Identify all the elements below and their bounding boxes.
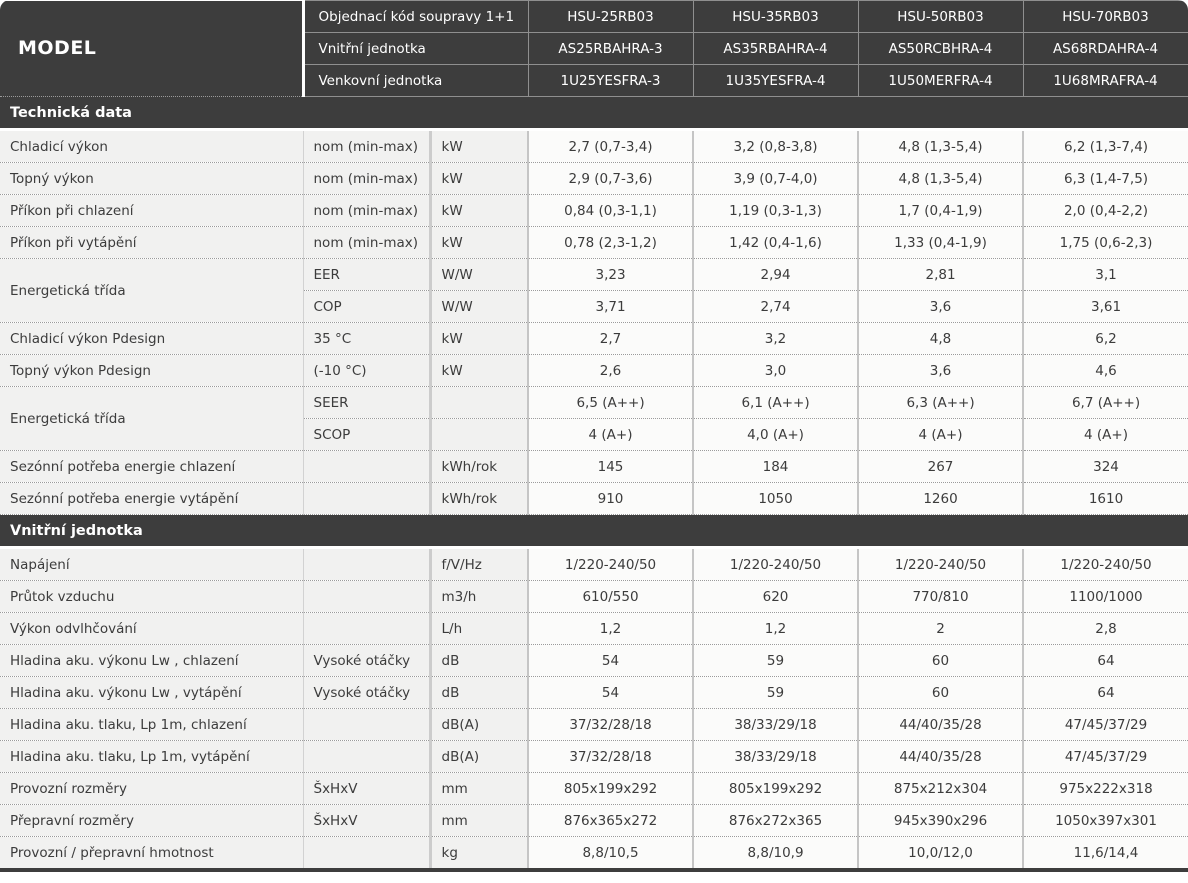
- value-cell: 1/220-240/50: [528, 548, 693, 581]
- value-cell: 60: [858, 677, 1023, 709]
- table-row: [0, 227, 1188, 259]
- value-cell: 3,61: [1023, 291, 1188, 323]
- value-cell: 4,8 (1,3-5,4): [858, 130, 1023, 163]
- value-cell: 37/32/28/18: [528, 709, 693, 741]
- value-cell: 3,1: [1023, 259, 1188, 291]
- row-sub-cell: nom (min-max): [303, 195, 430, 227]
- value-cell: 54: [528, 677, 693, 709]
- value-cell: 0,84 (0,3-1,1): [528, 195, 693, 227]
- row-unit-cell: kW: [430, 163, 528, 195]
- row-unit-cell: mm: [430, 805, 528, 837]
- row-label-cell: Provozní rozměry: [0, 773, 303, 805]
- value-cell: 1050x397x301: [1023, 805, 1188, 837]
- table-row: [0, 677, 1188, 709]
- value-cell: 1,7 (0,4-1,9): [858, 195, 1023, 227]
- row-unit-cell: dB(A): [430, 741, 528, 773]
- value-cell: 3,23: [528, 259, 693, 291]
- row-sub-cell: ŠxHxV: [303, 805, 430, 837]
- value-cell: 1100/1000: [1023, 581, 1188, 613]
- table-row: [0, 773, 1188, 805]
- value-cell: 38/33/29/18: [693, 741, 858, 773]
- value-cell: 2,7: [528, 323, 693, 355]
- row-sub-cell: (-10 °C): [303, 355, 430, 387]
- row-sub-cell: nom (min-max): [303, 130, 430, 163]
- value-cell: 37/32/28/18: [528, 741, 693, 773]
- value-cell: 2,0 (0,4-2,2): [1023, 195, 1188, 227]
- value-cell: 876x365x272: [528, 805, 693, 837]
- value-cell: 2,8: [1023, 613, 1188, 645]
- row-sub-cell: [303, 741, 430, 773]
- row-unit-cell: dB: [430, 645, 528, 677]
- value-cell: 2: [858, 613, 1023, 645]
- value-cell: 60: [858, 645, 1023, 677]
- model-code: HSU-35RB03: [693, 1, 858, 33]
- value-cell: 64: [1023, 645, 1188, 677]
- value-cell: 184: [693, 451, 858, 483]
- table-row: [0, 613, 1188, 645]
- value-cell: 2,94: [693, 259, 858, 291]
- outdoor-unit-code: 1U35YESFRA-4: [693, 65, 858, 97]
- table-row: [0, 483, 1188, 515]
- value-cell: 6,3 (1,4-7,5): [1023, 163, 1188, 195]
- value-cell: 975x222x318: [1023, 773, 1188, 805]
- table-row: [0, 805, 1188, 837]
- row-unit-cell: kg: [430, 837, 528, 871]
- section-title: Technická data: [0, 97, 1188, 130]
- table-header: [0, 1, 1188, 97]
- row-sub-cell: nom (min-max): [303, 163, 430, 195]
- value-cell: 770/810: [858, 581, 1023, 613]
- row-sub-cell: SCOP: [303, 419, 430, 451]
- table-row: [0, 259, 1188, 291]
- value-cell: 47/45/37/29: [1023, 709, 1188, 741]
- row-label-cell: Hladina aku. výkonu Lw , chlazení: [0, 645, 303, 677]
- value-cell: 6,3 (A++): [858, 387, 1023, 419]
- indoor-unit-code: AS35RBAHRA-4: [693, 33, 858, 65]
- value-cell: 2,9 (0,7-3,6): [528, 163, 693, 195]
- value-cell: 4,8 (1,3-5,4): [858, 163, 1023, 195]
- table-body: [0, 97, 1188, 871]
- outdoor-unit-code: 1U25YESFRA-3: [528, 65, 693, 97]
- row-label-cell: Hladina aku. výkonu Lw , vytápění: [0, 677, 303, 709]
- value-cell: 6,2 (1,3-7,4): [1023, 130, 1188, 163]
- value-cell: 4 (A+): [528, 419, 693, 451]
- value-cell: 1/220-240/50: [858, 548, 1023, 581]
- value-cell: 44/40/35/28: [858, 709, 1023, 741]
- row-unit-cell: kWh/rok: [430, 483, 528, 515]
- value-cell: 2,6: [528, 355, 693, 387]
- indoor-unit-code: AS68RDAHRA-4: [1023, 33, 1188, 65]
- value-cell: 620: [693, 581, 858, 613]
- value-cell: 324: [1023, 451, 1188, 483]
- value-cell: 8,8/10,9: [693, 837, 858, 871]
- row-label-cell: Energetická třída: [0, 259, 303, 323]
- model-code: HSU-70RB03: [1023, 1, 1188, 33]
- table-row: [0, 355, 1188, 387]
- value-cell: 3,71: [528, 291, 693, 323]
- value-cell: 10,0/12,0: [858, 837, 1023, 871]
- value-cell: 1/220-240/50: [693, 548, 858, 581]
- value-cell: 3,2: [693, 323, 858, 355]
- row-label-cell: Topný výkon Pdesign: [0, 355, 303, 387]
- value-cell: 876x272x365: [693, 805, 858, 837]
- row-sub-cell: nom (min-max): [303, 227, 430, 259]
- section-title: Vnitřní jednotka: [0, 515, 1188, 548]
- row-unit-cell: W/W: [430, 259, 528, 291]
- value-cell: 267: [858, 451, 1023, 483]
- table-row: [0, 387, 1188, 419]
- row-label-cell: Průtok vzduchu: [0, 581, 303, 613]
- row-label-cell: Sezónní potřeba energie vytápění: [0, 483, 303, 515]
- row-unit-cell: [430, 419, 528, 451]
- row-unit-cell: m3/h: [430, 581, 528, 613]
- header-row: [0, 1, 1188, 33]
- row-sub-cell: SEER: [303, 387, 430, 419]
- header-row-label: Objednací kód soupravy 1+1: [303, 1, 528, 33]
- value-cell: 6,2: [1023, 323, 1188, 355]
- table-row: [0, 195, 1188, 227]
- row-label-cell: Přepravní rozměry: [0, 805, 303, 837]
- value-cell: 4,0 (A+): [693, 419, 858, 451]
- row-sub-cell: EER: [303, 259, 430, 291]
- row-sub-cell: Vysoké otáčky: [303, 677, 430, 709]
- value-cell: 910: [528, 483, 693, 515]
- outdoor-unit-code: 1U50MERFRA-4: [858, 65, 1023, 97]
- value-cell: 1610: [1023, 483, 1188, 515]
- model-title: MODEL: [0, 1, 303, 97]
- row-unit-cell: dB(A): [430, 709, 528, 741]
- row-label-cell: Hladina aku. tlaku, Lp 1m, vytápění: [0, 741, 303, 773]
- outdoor-unit-code: 1U68MRAFRA-4: [1023, 65, 1188, 97]
- value-cell: 4 (A+): [858, 419, 1023, 451]
- row-unit-cell: dB: [430, 677, 528, 709]
- value-cell: 44/40/35/28: [858, 741, 1023, 773]
- value-cell: 1,33 (0,4-1,9): [858, 227, 1023, 259]
- value-cell: 54: [528, 645, 693, 677]
- table-row: [0, 645, 1188, 677]
- row-sub-cell: COP: [303, 291, 430, 323]
- row-unit-cell: mm: [430, 773, 528, 805]
- table-row: [0, 741, 1188, 773]
- value-cell: 0,78 (2,3-1,2): [528, 227, 693, 259]
- value-cell: 38/33/29/18: [693, 709, 858, 741]
- value-cell: 2,74: [693, 291, 858, 323]
- row-label-cell: Sezónní potřeba energie chlazení: [0, 451, 303, 483]
- value-cell: 59: [693, 677, 858, 709]
- value-cell: 1260: [858, 483, 1023, 515]
- row-label-cell: Energetická třída: [0, 387, 303, 451]
- row-sub-cell: [303, 613, 430, 645]
- row-sub-cell: [303, 581, 430, 613]
- value-cell: 1,19 (0,3-1,3): [693, 195, 858, 227]
- value-cell: 1/220-240/50: [1023, 548, 1188, 581]
- row-sub-cell: [303, 837, 430, 871]
- header-row-label: Venkovní jednotka: [303, 65, 528, 97]
- value-cell: 6,7 (A++): [1023, 387, 1188, 419]
- row-label-cell: Hladina aku. tlaku, Lp 1m, chlazení: [0, 709, 303, 741]
- value-cell: 8,8/10,5: [528, 837, 693, 871]
- row-sub-cell: [303, 483, 430, 515]
- row-unit-cell: W/W: [430, 291, 528, 323]
- value-cell: 4,6: [1023, 355, 1188, 387]
- row-label-cell: Výkon odvlhčování: [0, 613, 303, 645]
- value-cell: 11,6/14,4: [1023, 837, 1188, 871]
- value-cell: 2,81: [858, 259, 1023, 291]
- table-row: [0, 581, 1188, 613]
- indoor-unit-code: AS25RBAHRA-3: [528, 33, 693, 65]
- model-code: HSU-25RB03: [528, 1, 693, 33]
- model-code: HSU-50RB03: [858, 1, 1023, 33]
- value-cell: 4,8: [858, 323, 1023, 355]
- indoor-unit-code: AS50RCBHRA-4: [858, 33, 1023, 65]
- row-unit-cell: kWh/rok: [430, 451, 528, 483]
- value-cell: 805x199x292: [693, 773, 858, 805]
- value-cell: 1,2: [528, 613, 693, 645]
- table-row: [0, 130, 1188, 163]
- value-cell: 6,1 (A++): [693, 387, 858, 419]
- row-unit-cell: kW: [430, 227, 528, 259]
- row-sub-cell: 35 °C: [303, 323, 430, 355]
- row-label-cell: Příkon při vytápění: [0, 227, 303, 259]
- row-label-cell: Příkon při chlazení: [0, 195, 303, 227]
- value-cell: 47/45/37/29: [1023, 741, 1188, 773]
- value-cell: 3,6: [858, 291, 1023, 323]
- row-label-cell: Topný výkon: [0, 163, 303, 195]
- value-cell: 1,42 (0,4-1,6): [693, 227, 858, 259]
- row-unit-cell: [430, 387, 528, 419]
- table-row: [0, 451, 1188, 483]
- value-cell: 59: [693, 645, 858, 677]
- row-sub-cell: ŠxHxV: [303, 773, 430, 805]
- table-row: [0, 548, 1188, 581]
- section-bar-row: [0, 97, 1188, 130]
- table-row: [0, 323, 1188, 355]
- value-cell: 6,5 (A++): [528, 387, 693, 419]
- value-cell: 3,0: [693, 355, 858, 387]
- row-sub-cell: [303, 451, 430, 483]
- value-cell: 3,9 (0,7-4,0): [693, 163, 858, 195]
- row-sub-cell: Vysoké otáčky: [303, 645, 430, 677]
- row-label-cell: Chladicí výkon: [0, 130, 303, 163]
- row-unit-cell: kW: [430, 195, 528, 227]
- value-cell: 64: [1023, 677, 1188, 709]
- table-row: [0, 163, 1188, 195]
- row-unit-cell: L/h: [430, 613, 528, 645]
- value-cell: 2,7 (0,7-3,4): [528, 130, 693, 163]
- value-cell: 4 (A+): [1023, 419, 1188, 451]
- value-cell: 1,2: [693, 613, 858, 645]
- table-row: [0, 709, 1188, 741]
- table-row: [0, 837, 1188, 871]
- row-unit-cell: kW: [430, 130, 528, 163]
- row-unit-cell: f/V/Hz: [430, 548, 528, 581]
- row-sub-cell: [303, 548, 430, 581]
- row-sub-cell: [303, 709, 430, 741]
- section-bar-row: [0, 515, 1188, 548]
- value-cell: 1,75 (0,6-2,3): [1023, 227, 1188, 259]
- row-unit-cell: kW: [430, 355, 528, 387]
- value-cell: 875x212x304: [858, 773, 1023, 805]
- value-cell: 945x390x296: [858, 805, 1023, 837]
- row-label-cell: Provozní / přepravní hmotnost: [0, 837, 303, 871]
- row-unit-cell: kW: [430, 323, 528, 355]
- value-cell: 3,6: [858, 355, 1023, 387]
- header-row-label: Vnitřní jednotka: [303, 33, 528, 65]
- row-label-cell: Chladicí výkon Pdesign: [0, 323, 303, 355]
- value-cell: 805x199x292: [528, 773, 693, 805]
- row-label-cell: Napájení: [0, 548, 303, 581]
- value-cell: 3,2 (0,8-3,8): [693, 130, 858, 163]
- value-cell: 610/550: [528, 581, 693, 613]
- value-cell: 1050: [693, 483, 858, 515]
- value-cell: 145: [528, 451, 693, 483]
